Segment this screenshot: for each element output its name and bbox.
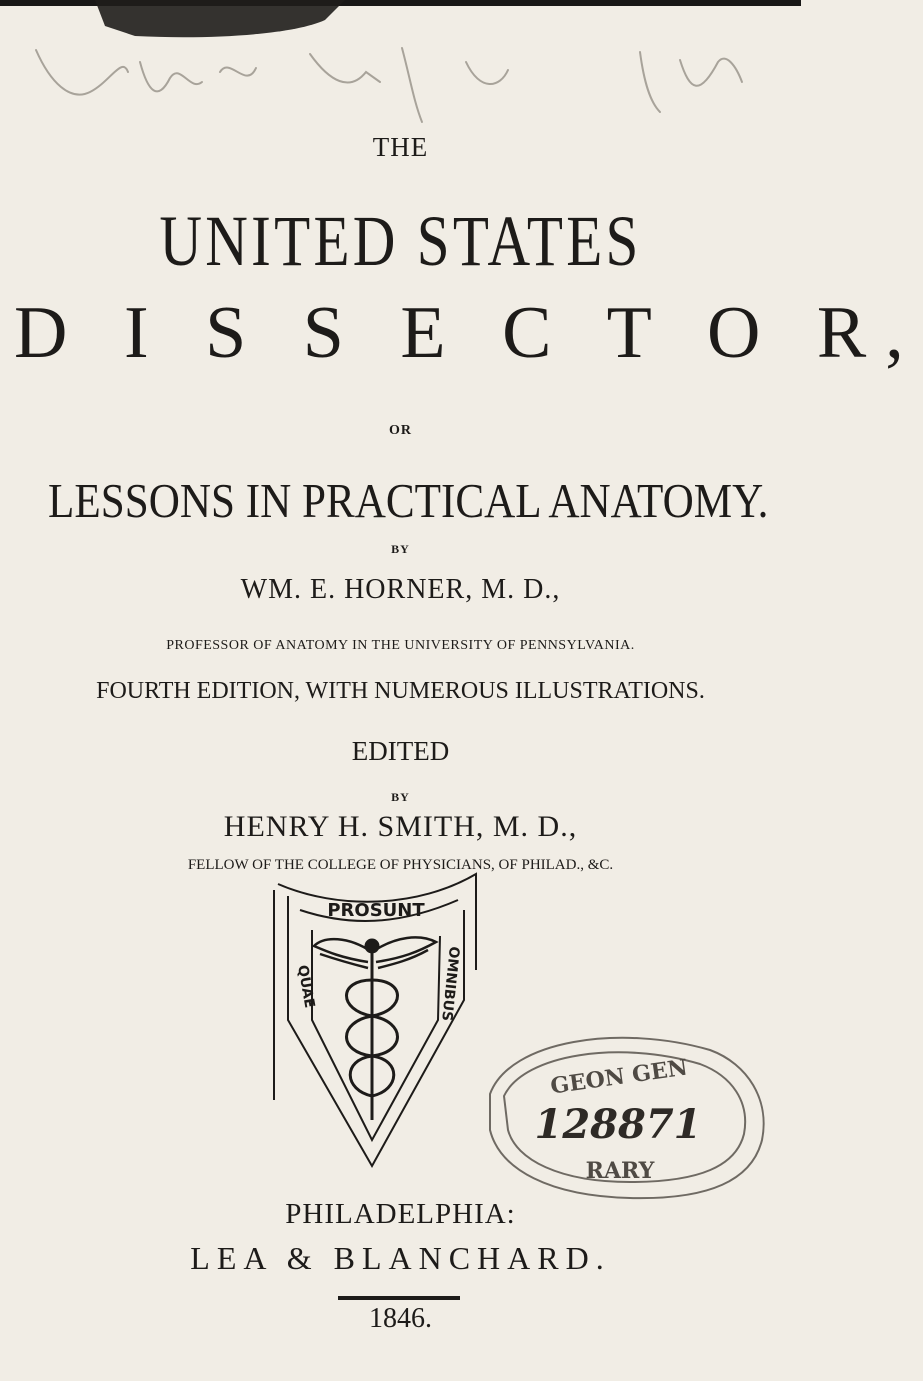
motto-right: OMNIBUS [438,945,462,1022]
author-name: WM. E. HORNER, M. D., [240,574,561,605]
by-label-2: BY [391,790,410,804]
subtitle: LESSONS IN PRACTICAL ANATOMY. [48,473,769,528]
publication-place: PHILADELPHIA: [285,1198,516,1230]
publisher-rule [338,1296,460,1300]
stamp-text-top: GEON GEN [548,1054,690,1100]
edition-note: FOURTH EDITION, WITH NUMEROUS ILLUSTRATIONS. [96,678,705,704]
pencil-notation [30,42,770,132]
by-label: BY [391,542,410,556]
title-line-1: UNITED STATES [159,201,642,281]
stamp-number: 128871 [534,1101,702,1148]
title-or: OR [389,423,412,438]
publisher: LEA & BLANCHARD. [190,1240,611,1276]
library-stamp [470,1020,775,1205]
motto-top: PROSUNT [327,900,425,921]
caduceus-emblem [268,870,480,1176]
title-line-2: D I S S E C T O R, [14,292,923,374]
title-the: THE [372,132,429,162]
editor-name: HENRY H. SMITH, M. D., [223,810,578,843]
stamp-text-bottom: RARY [585,1158,655,1184]
motto-left: QUAE [294,963,318,1010]
editor-position: FELLOW OF THE COLLEGE OF PHYSICIANS, OF PHILAD., &C. [187,857,614,873]
publication-year: 1846. [369,1303,432,1334]
staff-icon [347,940,398,1120]
author-position: PROFESSOR OF ANATOMY IN THE UNIVERSITY OF PENNSYLVANIA. [166,638,635,653]
edited-label: EDITED [351,736,450,766]
book-edge-tab [95,0,345,42]
